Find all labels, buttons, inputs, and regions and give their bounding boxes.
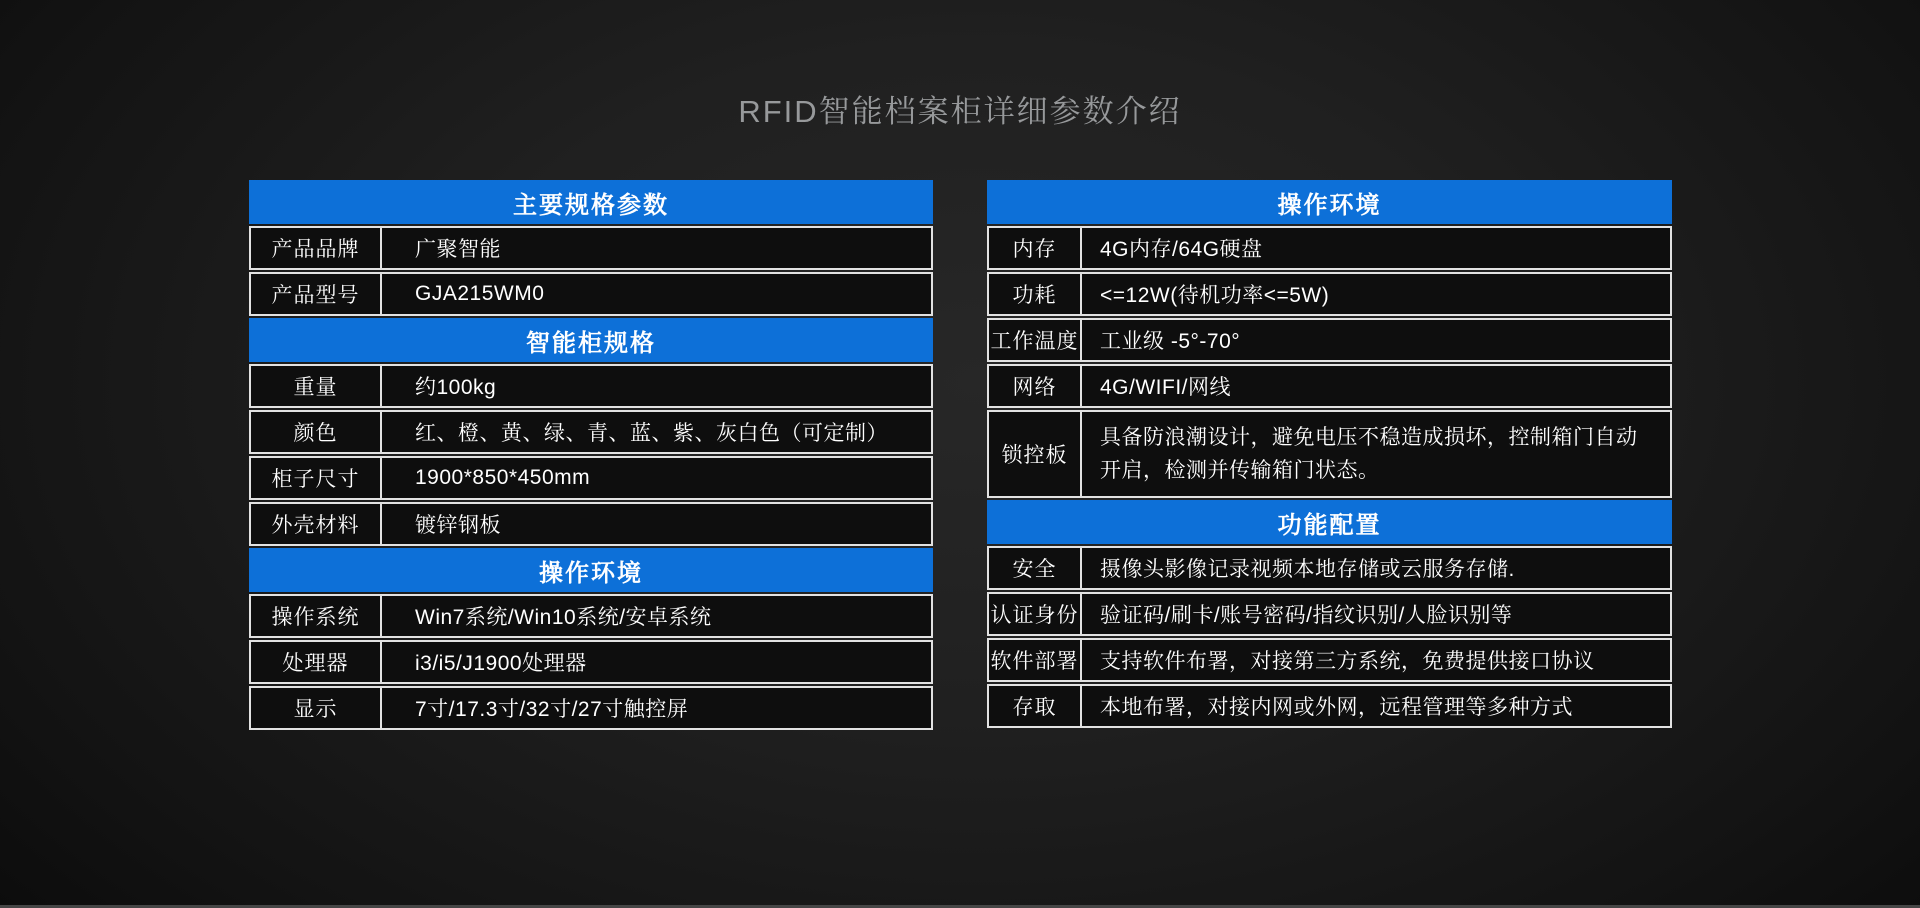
table-row	[987, 410, 1672, 498]
section-header-operating-env: 操作环境	[987, 180, 1672, 224]
table-row	[249, 226, 933, 270]
table-row	[249, 502, 933, 546]
row-label: 存取	[989, 686, 1082, 726]
row-label: 功耗	[989, 274, 1082, 314]
row-value: 4G内存/64G硬盘	[1100, 238, 1263, 261]
row-value: 具备防浪潮设计，避免电压不稳造成损坏，控制箱门自动开启，检测并传输箱门状态。	[1100, 426, 1638, 482]
row-label: 重量	[251, 366, 382, 406]
row-value: 支持软件布署，对接第三方系统，免费提供接口协议	[1100, 650, 1595, 673]
table-row	[987, 318, 1672, 362]
row-value: 红、橙、黄、绿、青、蓝、紫、灰白色（可定制）	[415, 422, 888, 445]
row-value: 7寸/17.3寸/32寸/27寸触控屏	[415, 698, 689, 721]
table-row	[987, 364, 1672, 408]
page-title: RFID智能档案柜详细参数介绍	[738, 94, 1182, 129]
row-value: GJA215WM0	[415, 282, 545, 305]
table-row	[987, 638, 1672, 682]
row-label: 颜色	[251, 412, 382, 452]
table-row	[249, 594, 933, 638]
row-value: i3/i5/J1900处理器	[415, 652, 587, 675]
table-row	[249, 272, 933, 316]
row-value: 摄像头影像记录视频本地存储或云服务存储.	[1100, 558, 1515, 581]
spec-table-right	[987, 180, 1672, 728]
row-label: 操作系统	[251, 596, 382, 636]
table-row	[987, 226, 1672, 270]
row-value: 1900*850*450mm	[415, 466, 591, 489]
row-value: 本地布署，对接内网或外网，远程管理等多种方式	[1100, 696, 1573, 719]
row-label: 柜子尺寸	[251, 458, 382, 498]
row-label: 显示	[251, 688, 382, 728]
row-label: 软件部署	[989, 640, 1082, 680]
table-row	[249, 364, 933, 408]
table-row	[249, 456, 933, 500]
table-row	[987, 272, 1672, 316]
section-header-cabinet-specs: 智能柜规格	[249, 318, 933, 362]
row-value: 约100kg	[415, 376, 497, 399]
row-label: 认证身份	[989, 594, 1082, 634]
row-value: 4G/WIFI/网线	[1100, 376, 1231, 399]
section-header-features: 功能配置	[987, 500, 1672, 544]
row-label: 网络	[989, 366, 1082, 406]
spec-table-left	[249, 180, 933, 730]
row-value: 验证码/刷卡/账号密码/指纹识别/人脸识别等	[1100, 604, 1513, 627]
row-label: 安全	[989, 548, 1082, 588]
row-label: 锁控板	[989, 412, 1082, 496]
row-value: 广聚智能	[415, 238, 501, 261]
table-row	[987, 592, 1672, 636]
row-label: 产品型号	[251, 274, 382, 314]
row-label: 外壳材料	[251, 504, 382, 544]
table-row	[249, 410, 933, 454]
row-value: 工业级 -5°-70°	[1100, 330, 1241, 353]
table-row	[249, 686, 933, 730]
table-row	[987, 684, 1672, 728]
row-label: 处理器	[251, 642, 382, 682]
table-row	[249, 640, 933, 684]
row-label: 工作温度	[989, 320, 1082, 360]
row-label: 内存	[989, 228, 1082, 268]
row-value: 镀锌钢板	[415, 514, 501, 537]
row-value: Win7系统/Win10系统/安卓系统	[415, 606, 712, 629]
section-header-main-specs: 主要规格参数	[249, 180, 933, 224]
row-value: <=12W(待机功率<=5W)	[1100, 284, 1330, 307]
row-label: 产品品牌	[251, 228, 382, 268]
section-header-os-left: 操作环境	[249, 548, 933, 592]
table-row	[987, 546, 1672, 590]
